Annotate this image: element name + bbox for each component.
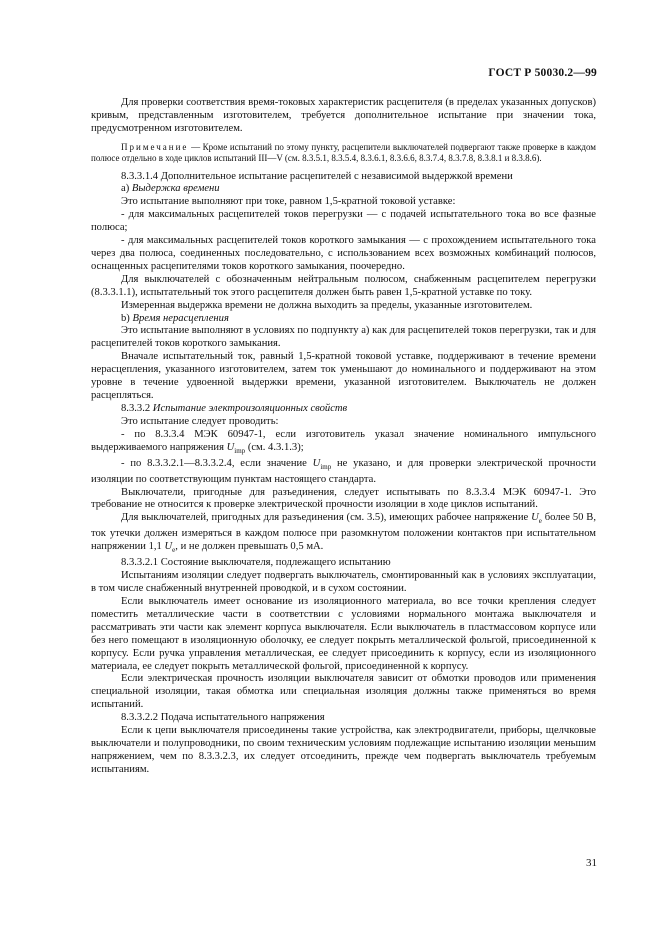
paragraph: Это испытание следует проводить: bbox=[121, 415, 279, 427]
text-run: - по 8.3.3.2.1—8.3.3.2.4, если значение bbox=[121, 457, 307, 469]
section-heading: 8.3.3.1.4 Дополнительное испытание расцепителей с независимой выдержкой времени bbox=[121, 170, 513, 182]
note bbox=[91, 142, 596, 165]
uimp-symbol: $U_{imp}$ bbox=[226, 441, 246, 455]
text-run: , и не должен превышать 0,5 мА. bbox=[175, 541, 324, 553]
section-heading: 8.3.3.2.2 Подача испытательного напряжения bbox=[121, 712, 325, 724]
uimp-symbol: $U_{imp}$ bbox=[312, 457, 332, 471]
paragraph: Вначале испытательный ток, равный 1,5-кратной токовой уставке, поддерживают в течение времени нерасцепления, указанного изготовителем, затем ток уменьшают до номинального и поддерживают на этом уровне в течение удвоенной выдержки времени, указанной изготовителем. Выключатель не должен расцепляться. bbox=[91, 351, 596, 401]
text-run: Для выключателей, пригодных для разъединения (см. 3.5), имеющих рабочее напряжение bbox=[121, 512, 529, 524]
subsection-heading-b bbox=[91, 313, 596, 326]
item-title: Время нерасцепления bbox=[132, 312, 229, 324]
ue-symbol: $U_e$ bbox=[531, 512, 542, 526]
document-body bbox=[91, 97, 596, 777]
note-label: Примечание bbox=[121, 141, 189, 152]
paragraph: Испытаниям изоляции следует подвергать выключатель, смонтированный как в условиях эксплуатации, в том числе снабженный внутренней проводкой, и в сухом состоянии. bbox=[91, 570, 596, 595]
item-title: Выдержка времени bbox=[131, 183, 220, 195]
paragraph: - для максимальных расцепителей токов короткого замыкания — с прохождением испытательного тока через два полюса, соединенных последовательно, с использованием всех возможных комбинаций полюсов, оснащенных расцепителями токов короткого замыкания, поочередно. bbox=[91, 235, 596, 272]
paragraph bbox=[91, 429, 596, 458]
document-header: ГОСТ Р 50030.2—99 bbox=[488, 67, 597, 79]
text-run: не указано, и для проверки электрической прочности изоляции по соответствующим пунктам настоящего стандарта. bbox=[91, 457, 597, 485]
paragraph: Если электрическая прочность изоляции выключателя зависит от обмотки проводов или применения специальной изоляции, такая обмотка или специальная изоляция должны также применяться во время испытаний. bbox=[91, 673, 596, 711]
subsection-heading-a bbox=[91, 183, 596, 196]
text-run: более 50 В, ток утечки должен измеряться в каждом полюсе при разомкнутом положении контактов при испытательном напряжении 1,1 bbox=[91, 512, 596, 553]
text-run: (см. 4.3.1.3); bbox=[247, 441, 304, 453]
section-title: Испытание электроизоляционных свойств bbox=[152, 402, 348, 414]
paragraph: Это испытание выполняют при токе, равном 1,5-кратной токовой уставке: bbox=[121, 196, 456, 208]
item-label: b) bbox=[121, 312, 130, 324]
section-number: 8.3.3.2 bbox=[121, 402, 151, 414]
paragraph: Для выключателей с обозначенным нейтральным полюсом, снабженным расцепителем перегрузки (8.3.3.1.1), испытательный ток этого расцепителя должен быть равен 1,5-кратной уставке по току. bbox=[91, 273, 596, 298]
paragraph: - для максимальных расцепителей токов перегрузки — с подачей испытательного тока во все фазные полюса; bbox=[91, 209, 596, 234]
paragraph: Выключатели, пригодные для разъединения, следует испытывать по 8.3.3.4 МЭК 60947-1. Это требование не относится к проверке электрической прочности изоляции в ходе циклов испытаний. bbox=[91, 486, 596, 511]
paragraph: Если к цепи выключателя присоединены такие устройства, как электродвигатели, приборы, щелчковые выключатели и полупроводники, по своим техническим условиям подлежащие испытанию изоляции меньшим напряжением, чем по 8.3.3.2.3, их следует отсоединить, прежде чем подвергать выключатель требуемым испытаниям. bbox=[91, 725, 596, 775]
section-heading bbox=[91, 403, 596, 416]
paragraph bbox=[91, 458, 596, 487]
paragraph: Для проверки соответствия время-токовых характеристик расцепителя (в пределах указанных допусков) кривым, представленным изготовителем, требуется дополнительное испытание при значении тока, предусмотренном изготовителем. bbox=[91, 97, 596, 134]
paragraph: Измеренная выдержка времени не должна выходить за пределы, указанные изготовителем. bbox=[121, 299, 533, 311]
paragraph: Если выключатель имеет основание из изоляционного материала, во все точки крепления следует поместить металлические части в соответствии с условиями нормального монтажа выключателя и рассматривать эти части как элемент корпуса выключателя. Если выключатель в пластмассовом корпусе или без него помещают в изоляционную оболочку, ее следует покрыть металлической фольгой, присоединенной к корпусу. Если ручка управления металлическая, ее следует присоединить к корпусу, если из изоляционного материала, ее следует покрыть металлической фольгой, присоединенной к корпусу. bbox=[91, 595, 596, 672]
section-heading: 8.3.3.2.1 Состояние выключателя, подлежащего испытанию bbox=[121, 557, 391, 569]
item-label: а) bbox=[121, 183, 130, 195]
ue-symbol: $U_e$ bbox=[164, 541, 176, 555]
paragraph: Это испытание выполняют в условиях по подпункту а) как для расцепителей токов перегрузки, так и для расцепителей токов короткого замыкания. bbox=[91, 325, 596, 350]
text-run: - по 8.3.3.4 МЭК 60947-1, если изготовитель указал значение номинального импульсного выдерживаемого напряжения bbox=[91, 428, 596, 453]
paragraph bbox=[91, 512, 596, 557]
page-number: 31 bbox=[586, 857, 597, 869]
note-text: — Кроме испытаний по этому пункту, расцепители выключателей подвергают также проверке в каждом полюсе отдельно в ходе циклов испытаний III—V (см. 8.3.5.1, 8.3.5.4, 8.3.6.1, 8.3.6.6, 8.3.7.4, 8.3.7.8, 8.3.8.1 и 8.3.8.6). bbox=[91, 141, 596, 164]
